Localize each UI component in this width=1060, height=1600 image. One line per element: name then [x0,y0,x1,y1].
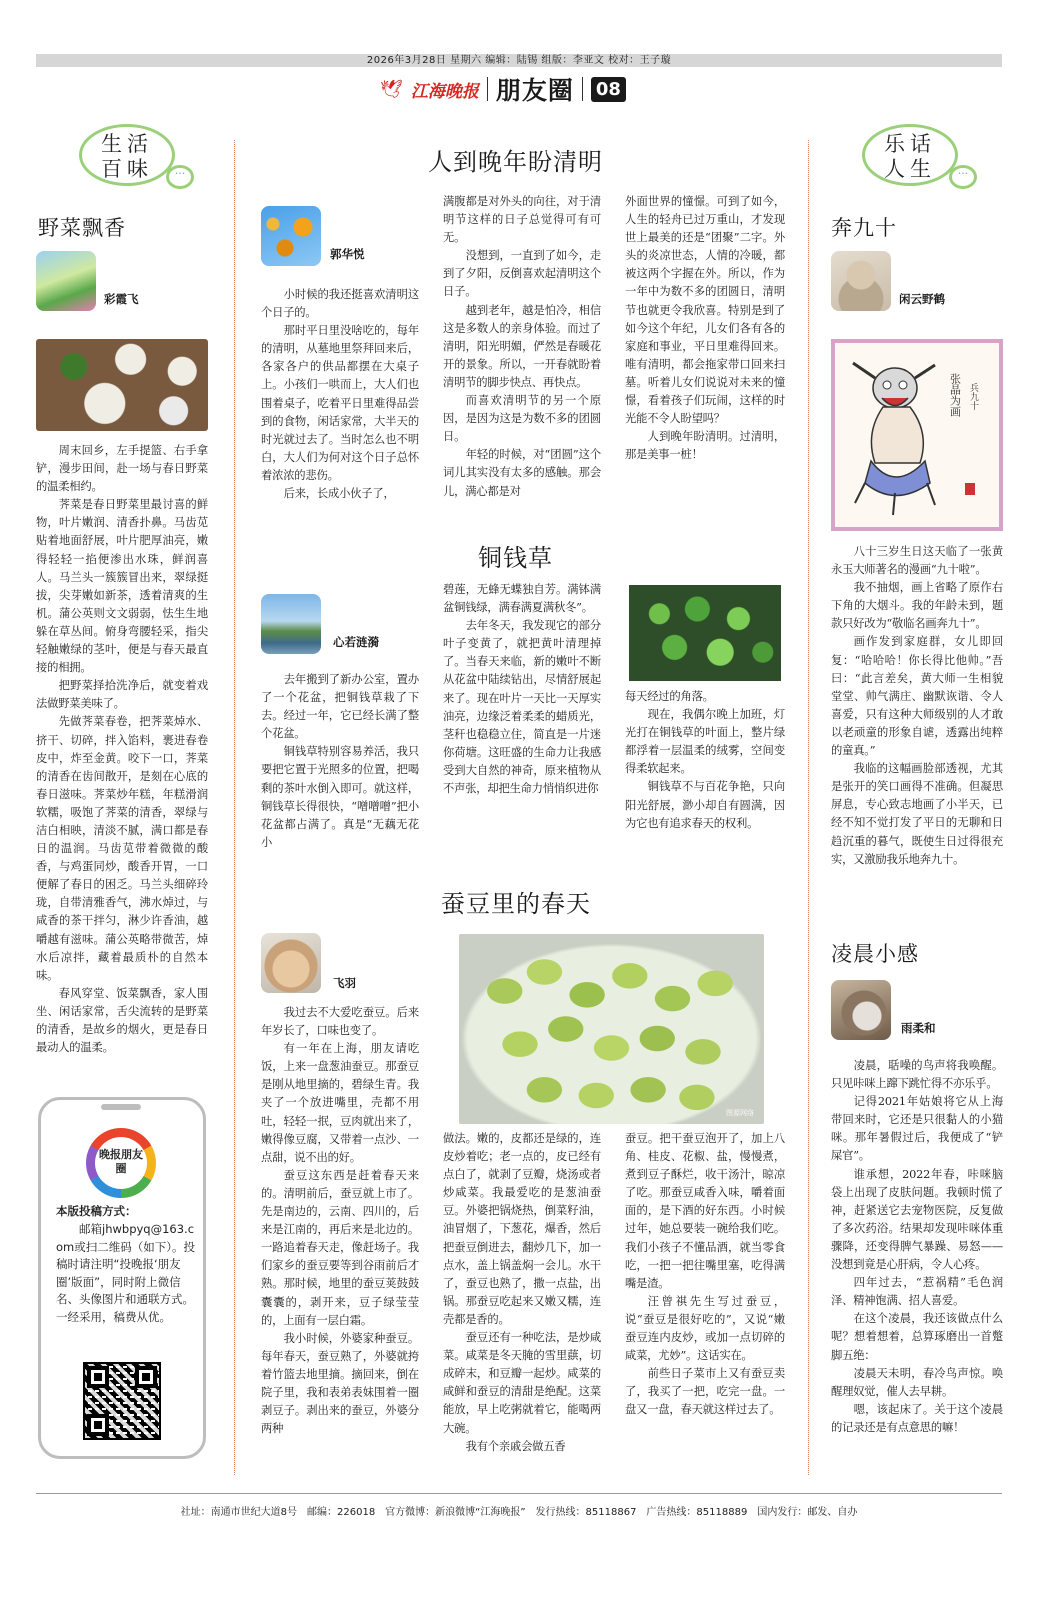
column-divider-right [808,140,809,1475]
article-body-dawn: 凌晨，聒噪的鸟声将我唤醒。只见咔咪上蹿下跳忙得不亦乐乎。 记得2021年姑娘将它从上海带回来时，它还是只很黏人的小猫咪。那年暑假过后，我便成了“铲屎官”。 谁承想，2022年春，咔咪脑袋上出现了皮肤问题。我顿时慌了神，赶紧送它去宠物医院，反复做了多次药浴。结果却发现咔咪体重骤降，还变得脾气暴躁、易怒——没想到竟是心肝病，令人心疼。 四年过去，“惹祸精”毛色润泽、精神饱满、招人喜爱。 在这个凌晨，我还该做点什么呢？想着想着，总算琢磨出一首蹩脚五绝： 凌晨天未明，春冷鸟声惊。唤醒理奴觉，催人去早耕。 嗯，该起床了。关于这个凌晨的记录还是有点意思的嘛！ [831,1059,1003,1434]
masthead-divider [487,77,488,101]
masthead [380,72,626,106]
article-title-qingming: 人到晚年盼清明 [428,148,603,176]
pennywort-plant-photo [629,585,781,681]
qr-code-icon[interactable] [83,1362,161,1440]
wanbao-badge-icon: 晚报朋友圈 [86,1128,156,1198]
article1-column-1: 小时候的我还挺喜欢清明这个日子的。 那时平日里没啥吃的，每年的清明，从墓地里祭拜回来后，各家各户的供品都摆在大桌子上。小孩们一哄而上，大人们也围着桌子，吃着平日里难得品尝到的食物，闲话家常，大半天的时光就过去了。当时怎么也不明白，大人们为何对这个日子总怀着浓浓的悲伤。 后来，长成小伙子了， [261,288,419,501]
author-avatar [831,980,891,1040]
article3-column-2: 做法。嫩的，皮都还是绿的，连皮炒着吃；老一点的，皮已经有点白了，就剥了豆瓣，烧汤或者炒咸菜。我最爱吃的是葱油蚕豆。外婆把锅烧热，倒菜籽油，油冒烟了，下葱花，爆香，然后把蚕豆倒进去，翻炒几下，加一点水，盖上锅盖焖一会儿。水干了，蚕豆也熟了，撒一点盐，出锅。那蚕豆吃起来又嫩又糯，连壳都是香的。 蚕豆还有一种吃法，是炒咸菜。咸菜是冬天腌的雪里蕻，切成碎末，和豆瓣一起炒。咸菜的咸鲜和蚕豆的清甜是绝配。这菜能放，早上吃粥就着它，能喝两大碗。 我有个亲戚会做五香 [443,1132,601,1453]
footer-divider [36,1493,1002,1494]
author-name: 飞羽 [333,976,356,990]
article2-column-2: 碧莲，无蜂无蝶独自芳。满钵满盆铜钱绿，满春满夏满秋冬”。 去年冬天，我发现它的部分叶子变黄了，就把黄叶清理掉了。当春天来临，新的嫩叶不断从花盆中陆续钻出，尽情舒展起来了。现在叶片一天比一天厚实油亮，边缘泛着柔柔的蜡质光，茎秆也稳稳立住，简直是一片迷你荷塘。这旺盛的生命力让我感受到大自然的神奇，原来植物从不声张，却把生命力悄悄织进你 [443,583,601,796]
cartoon-figure-icon [835,343,999,527]
author-name: 彩霞飞 [104,292,139,306]
phone-speaker-icon [101,1104,141,1110]
article-body-ninety: 八十三岁生日这天临了一张黄永玉大师著名的漫画“九十啦”。 我不抽烟，画上省略了原作右下角的大烟斗。我的年龄未到，题款只好改为“敬临名画奔九十”。 画作发到家庭群，女儿即回复：“哈哈哈！你长得比他帅。”吾曰：“此言差矣，黄大师一生相貌堂堂、帅气满庄、幽默诙谐、令人喜爱，只有这种大师级别的人才敢以老顽童的形象自谑，透露出纯粹的童真。” 我临的这幅画脸部透视，尤其是张开的笑口画得不准确。但凝思屏息，专心致志地画了小半天，已经不知不觉打发了平日的无聊和日趋沉重的暮气，既使生日过得很充实，又激励我乐地奔九十。 [831,545,1003,866]
article1-column-2: 满腹都是对外头的向往，对于清明节这样的日子总觉得可有可无。 没想到，一直到了如今，走到了夕阳，反倒喜欢起清明这个日子。 越到老年，越是怕冷，相信这是多数人的亲身体验。而过了清明，阳光明媚，俨然是春暖花开的景象。所以，一开春就盼着清明节的脚步快点、再快点。 而喜欢清明节的另一个原因，是因为这是为数不多的团圆日。 年轻的时候，对“团圆”这个词儿其实没有太多的感触。那会儿，满心都是对 [443,195,601,498]
author-name: 雨柔和 [901,1021,936,1035]
article-title-pennywort: 铜钱草 [478,544,553,572]
article-title-dawn: 凌晨小感 [831,942,919,966]
speech-dots-icon: ··· [949,165,977,189]
author-avatar [261,206,321,266]
article2-column-3: 每天经过的角落。 现在，我偶尔晚上加班，灯光打在铜钱草的叶面上，整片绿都浮着一层温柔的绒雾，空间变得柔软起来。 铜钱草不与百花争艳，只向阳光舒展，渺小却自有圆满，因为它也有追求春天的权利。 [625,690,785,830]
newspaper-logo: 江海晚报 [410,81,479,102]
article1-column-3: 外面世界的憧憬。可到了如今，人生的轻舟已过万重山，才发现世上最美的还是“团聚”二字。外头的炎凉世态，人情的冷暖，都被这两个字握在外。所以，作为一年中为数不多的团圆日，清明节也就更令我欣喜。特别是到了如今这个年纪，儿女们各有各的家庭和事业，平日里难得回来。唯有清明，都会拖家带口回来扫墓。听着儿女们说说对未来的憧憬，看着孩子们玩闹，这样的时光能不令人盼望吗？ 人到晚年盼清明。过清明，那是美事一桩！ [625,195,785,462]
wild-vegetable-dishes-photo [36,339,208,431]
issue-info-bar: 2026年3月28日 星期六 编辑：陆锡 组版：李亚文 校对：王子璇 [36,54,1002,67]
column-divider-left [234,140,235,1475]
article-title-ninety: 奔九十 [831,216,897,240]
speech-dots-icon: ··· [166,165,194,189]
article2-column-1: 去年搬到了新办公室，置办了一个花盆，把铜钱草栽了下去。经过一年，它已经长满了整个花盆。 铜钱草特别容易养活，我只要把它置于光照多的位置，把喝剩的茶叶水倒入即可。就这样，铜钱草长得很快，“噌噌噌”把小花盆都占满了。真是“无藕无花小 [261,673,419,849]
tag-bubble-life: 生活百味 [79,124,175,186]
author-avatar [261,933,321,993]
section-title: 朋友圈 [495,76,574,105]
submission-title: 本版投稿方式： [56,1204,137,1218]
author-name: 闲云野鹤 [899,292,945,306]
footer-info: 社址：南通市世纪大道8号 邮编：226018 官方微博：新浪微博“江海晚报” 发行热线：85118867 广告热线：85118889 国内发行：邮发、自办 [180,1507,858,1518]
article-body-wild-vegetables: 周末回乡，左手提篮、右手拿铲，漫步田间，赴一场与春日野菜的温柔相约。 荠菜是春日野菜里最讨喜的鲜物，叶片嫩润、清香扑鼻。马齿苋贴着地面舒展，叶片肥厚油亮，嫩得轻轻一掐便渗出水珠，鲜润喜人。马兰头一簇簇冒出来，翠绿挺拔，尖芽嫩如新茶，透着清爽的生机。蒲公英则文文弱弱，怯生生地躲在草丛间。俯身弯腰轻采，指尖轻触嫩绿的茎叶，便是与春天最直接的相拥。 把野菜择拾洗净后，就变着戏法做野菜美味了。 先做荠菜春卷，把荠菜焯水、挤干、切碎，拌入馅料，裹进春卷皮中，炸至金黄。咬下一口，荠菜的清香在齿间散开，是刻在心底的春日滋味。荠菜炒年糕，年糕滑润软糯，吸饱了荠菜的清香，翠绿与洁白相映，清淡不腻，满口都是春日的温润。马齿苋带着微微的酸香，与鸡蛋同炒，酸香开胃，一口便解了春日的困乏。马兰头细碎玲珑，自带清雅香气，沸水焯过，与咸香的茶干拌匀，淋少许香油，越嚼越有滋味。蒲公英略带微苦，焯水后凉拌，藏着最质朴的自然本味。 春风穿堂、饭菜飘香，家人围坐、闲话家常，舌尖流转的是野菜的清香，是故乡的烟火，更是春日最动人的温柔。 [36,444,208,1055]
author-name: 心若涟漪 [333,635,379,649]
newspaper-logo-icon: 🕊 [380,78,403,100]
article-title-broad-beans: 蚕豆里的春天 [441,890,591,918]
masthead-divider [582,77,583,101]
cartoon-painting [831,339,1003,531]
article3-column-1: 我过去不大爱吃蚕豆。后来年岁长了，口味也变了。 有一年在上海，朋友请吃饭，上来一盘葱油蚕豆。那蚕豆是刚从地里摘的，碧绿生青。我夹了一个放进嘴里，壳都不用吐，轻轻一抿，豆肉就出来了，嫩得像豆腐，又带着一点沙、一点甜，说不出的好。 蚕豆这东西是赶着春天来的。清明前后，蚕豆就上市了。先是南边的，云南、四川的，后来是江南的，再后来是北边的。一路追着春天走，像赶场子。我们家乡的蚕豆要等到谷雨前后才熟。那时候，地里的蚕豆荚鼓鼓囊囊的，剥开来，豆子绿莹莹的，上面有一层白霜。 我小时候，外婆家种蚕豆。每年春天，蚕豆熟了，外婆就挎着竹篮去地里摘。摘回来，倒在院子里，我和表弟表妹围着一圈剥豆子。剥出来的蚕豆，外婆分两种 [261,1006,419,1436]
page-number: 08 [591,77,626,102]
tag-bubble-joy: 乐话人生 [862,124,958,186]
photo-credit: 图源网络 [726,1109,754,1117]
svg-text:张晶为画: 张晶为画 [948,373,962,417]
author-avatar [831,251,891,311]
broad-beans-dish-photo [459,934,764,1124]
author-name: 郭华悦 [330,247,365,261]
author-avatar [261,594,321,654]
article-title-wild-vegetables: 野菜飘香 [38,216,126,240]
author-avatar [36,251,96,311]
article3-column-3: 蚕豆。把干蚕豆泡开了，加上八角、桂皮、花椒、盐，慢慢煮，煮到豆子酥烂，收干汤汁，晾凉了吃。那蚕豆咸香入味，嚼着面面的，是下酒的好东西。小时候过年，她总要装一碗给我们吃。我们小孩子不懂品酒，就当零食吃，一把一把往嘴里塞，吃得满嘴是渣。 汪曾祺先生写过蚕豆，说“蚕豆是很好吃的”，又说“嫩蚕豆连内皮炒，或加一点切碎的咸菜，尤妙”。这话实在。 前些日子菜市上又有蚕豆卖了，我买了一把，吃完一盘。一盘又一盘，春天就这样过去了。 [625,1132,785,1417]
svg-text:兵九十: 兵九十 [968,383,978,410]
submission-text: 邮箱jhwbpyq@163.com或扫二维码（如下）。投稿时请注明“投晚报‘朋友圈’版面”，同时附上微信名、头像图片和通联方式。一经采用，稿费从优。 [56,1222,195,1324]
